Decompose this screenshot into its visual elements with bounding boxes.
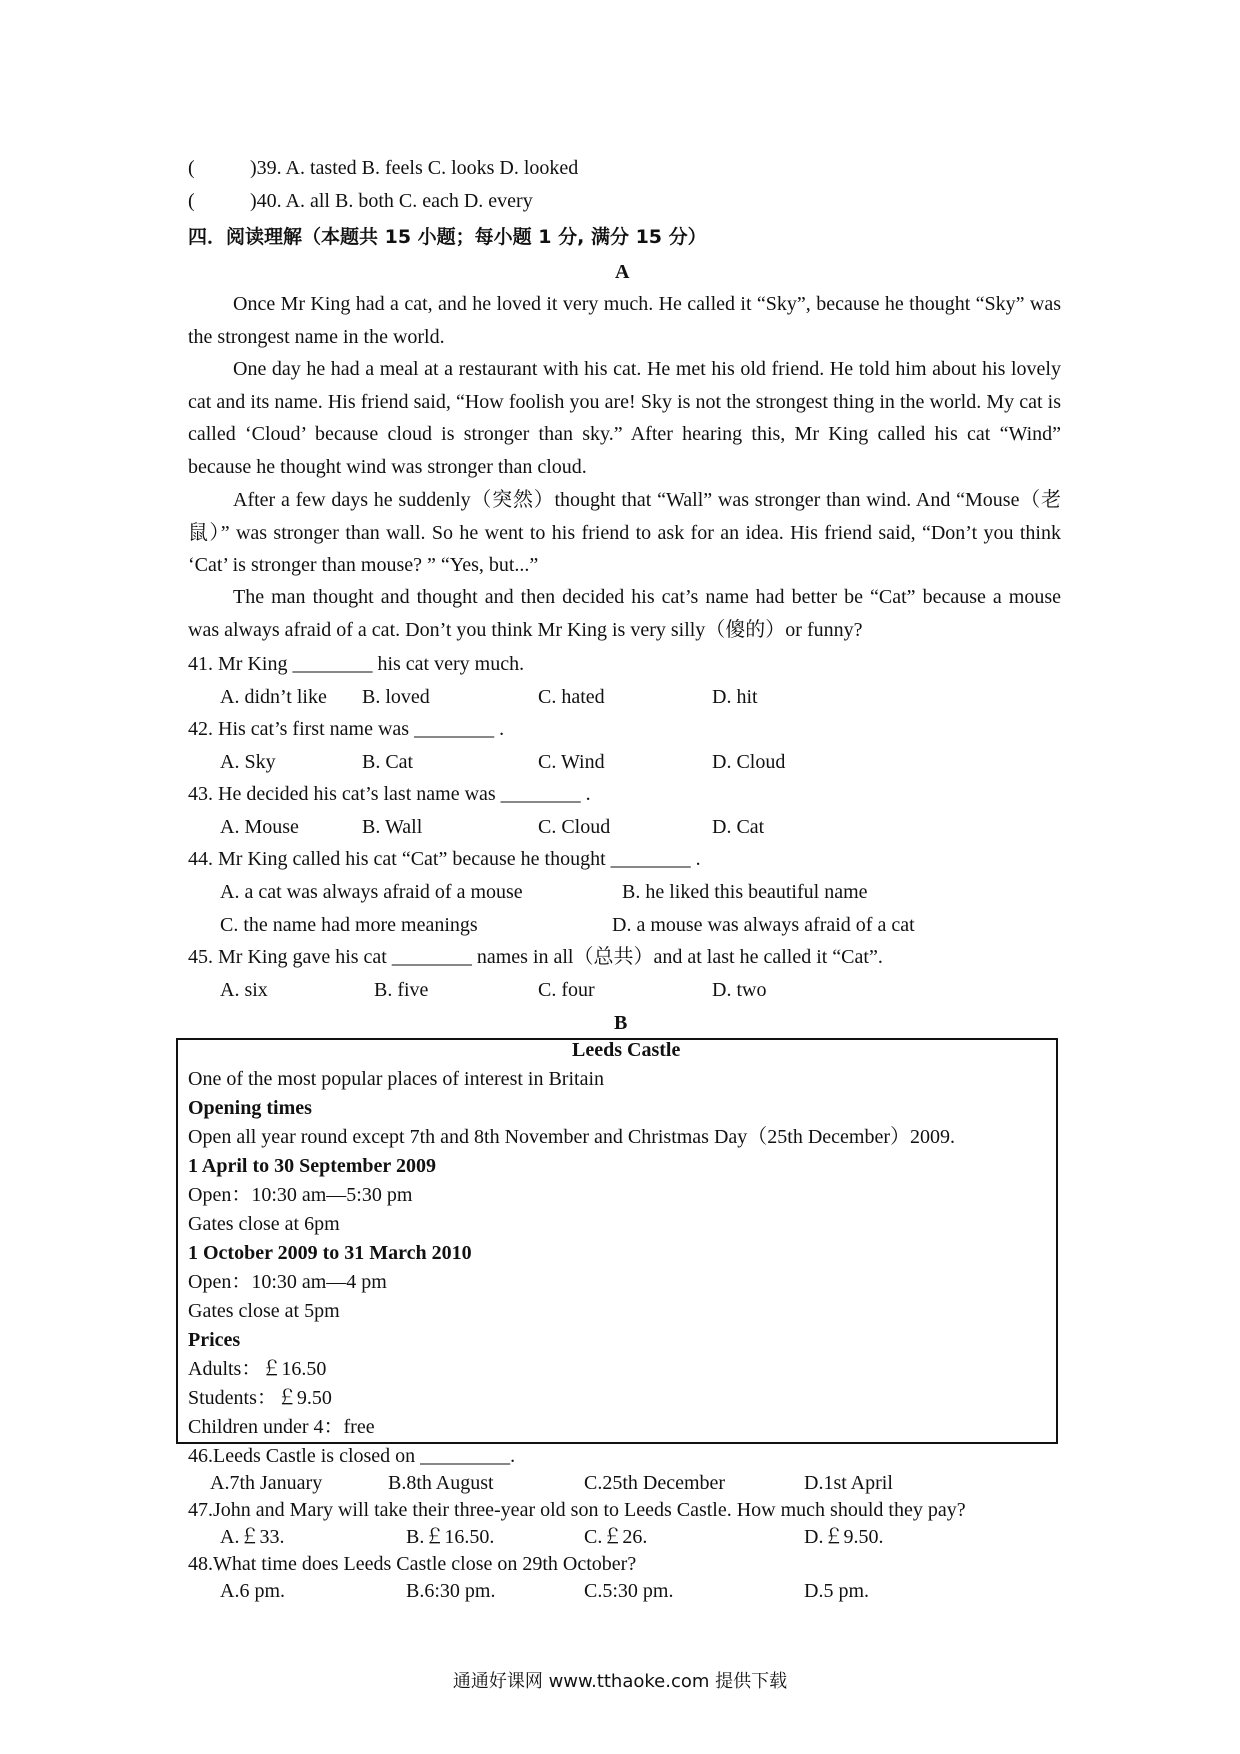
q47-option-c: C.￡26.: [584, 1526, 648, 1548]
q39-paren: (: [188, 157, 195, 179]
q45-option-a: A. six: [220, 979, 268, 1001]
q44-option-d: D. a mouse was always afraid of a cat: [612, 914, 915, 936]
q44-option-a: A. a cat was always afraid of a mouse: [220, 881, 523, 903]
q41-option-b: B. loved: [362, 686, 430, 708]
q46-option-b: B.8th August: [388, 1472, 494, 1494]
period1-open: Open：10:30 am—5:30 pm: [188, 1184, 413, 1206]
q42-option-b: B. Cat: [362, 751, 414, 773]
q40-paren: (: [188, 190, 195, 212]
q42-option-d: D. Cloud: [712, 751, 786, 773]
passage-a-para-4: The man thought and thought and then decided his cat’s name had better be “Cat” because a mouse was always afraid of a cat. Don’t you think Mr King is very silly（傻的）or funny?: [188, 586, 1061, 641]
section-header: 四．阅读理解（本题共 15 小题；每小题 1 分, 满分 15 分）: [188, 226, 707, 248]
q46-option-c: C.25th December: [584, 1472, 726, 1494]
passage-a-label: A: [615, 261, 630, 283]
passage-b-label: B: [614, 1012, 628, 1034]
q48-stem: 48.What time does Leeds Castle close on 29th October?: [188, 1553, 637, 1575]
passage-a-para-2: One day he had a meal at a restaurant with his cat. He met his old friend. He told him about his lovely cat and its name. His friend said, “How foolish you are! Sky is not the strongest thing in the world. My cat is called ‘Cloud’ because cloud is stronger than sky.” After hearing this, Mr King called his cat “Wind” because he thought wind was stronger than cloud.: [188, 358, 1061, 478]
q45-option-d: D. two: [712, 979, 767, 1001]
notice-title: Leeds Castle: [572, 1039, 681, 1061]
q45-option-b: B. five: [374, 979, 429, 1001]
q48-option-a: A.6 pm.: [220, 1580, 285, 1602]
period2-open: Open：10:30 am—4 pm: [188, 1271, 387, 1293]
q42-stem: 42. His cat’s first name was ________ .: [188, 718, 505, 740]
prices-heading: Prices: [188, 1329, 241, 1351]
q45-option-c: C. four: [538, 979, 595, 1001]
passage-a-para-3: After a few days he suddenly（突然）thought that “Wall” was stronger than wind. And “Mouse（老鼠）” was stronger than wall. So he went to his friend to ask for an idea. His friend said, “Don’t you think ‘Cat’ is stronger than mouse? ” “Yes, but...”: [188, 489, 1061, 577]
q43-option-a: A. Mouse: [220, 816, 299, 838]
q39-line: )39. A. tasted B. feels C. looks D. looked: [250, 157, 579, 179]
q47-option-b: B.￡16.50.: [406, 1526, 495, 1548]
q44-option-c: C. the name had more meanings: [220, 914, 478, 936]
q46-stem: 46.Leeds Castle is closed on _________.: [188, 1445, 516, 1467]
q48-option-d: D.5 pm.: [804, 1580, 869, 1602]
q43-option-b: B. Wall: [362, 816, 423, 838]
price-adults: Adults：￡16.50: [188, 1358, 327, 1380]
q42-option-c: C. Wind: [538, 751, 605, 773]
passage-a-para-1: Once Mr King had a cat, and he loved it very much. He called it “Sky”, because he thought “Sky” was the strongest name in the world.: [188, 293, 1061, 348]
q46-option-a: A.7th January: [210, 1472, 323, 1494]
period1-heading: 1 April to 30 September 2009: [188, 1155, 436, 1177]
price-children: Children under 4：free: [188, 1416, 375, 1438]
q43-option-c: C. Cloud: [538, 816, 611, 838]
period2-gates: Gates close at 5pm: [188, 1300, 340, 1322]
q41-option-d: D. hit: [712, 686, 758, 708]
q47-stem: 47.John and Mary will take their three-year old son to Leeds Castle. How much should they pay?: [188, 1499, 966, 1521]
q47-option-d: D.￡9.50.: [804, 1526, 884, 1548]
page-footer: 通通好课网 www.tthaoke.com 提供下载: [452, 1671, 788, 1692]
q41-stem: 41. Mr King ________ his cat very much.: [188, 653, 525, 675]
q40-line: )40. A. all B. both C. each D. every: [250, 190, 533, 212]
q46-option-d: D.1st April: [804, 1472, 893, 1494]
q48-option-c: C.5:30 pm.: [584, 1580, 674, 1602]
q48-option-b: B.6:30 pm.: [406, 1580, 496, 1602]
q41-option-c: C. hated: [538, 686, 605, 708]
opening-note: Open all year round except 7th and 8th November and Christmas Day（25th December）2009.: [188, 1126, 956, 1148]
notice-intro: One of the most popular places of interest in Britain: [188, 1068, 605, 1090]
period1-gates: Gates close at 6pm: [188, 1213, 340, 1235]
period2-heading: 1 October 2009 to 31 March 2010: [188, 1242, 472, 1264]
q44-stem: 44. Mr King called his cat “Cat” because he thought ________ .: [188, 848, 701, 870]
q45-stem: 45. Mr King gave his cat ________ names in all（总共）and at last he called it “Cat”.: [188, 946, 883, 968]
q44-option-b: B. he liked this beautiful name: [622, 881, 868, 903]
q47-option-a: A.￡33.: [220, 1526, 285, 1548]
price-students: Students：￡9.50: [188, 1387, 332, 1409]
q43-stem: 43. He decided his cat’s last name was ________ .: [188, 783, 591, 805]
q42-option-a: A. Sky: [220, 751, 276, 773]
q43-option-d: D. Cat: [712, 816, 765, 838]
opening-times-heading: Opening times: [188, 1097, 312, 1119]
q41-option-a: A. didn’t like: [220, 686, 327, 708]
